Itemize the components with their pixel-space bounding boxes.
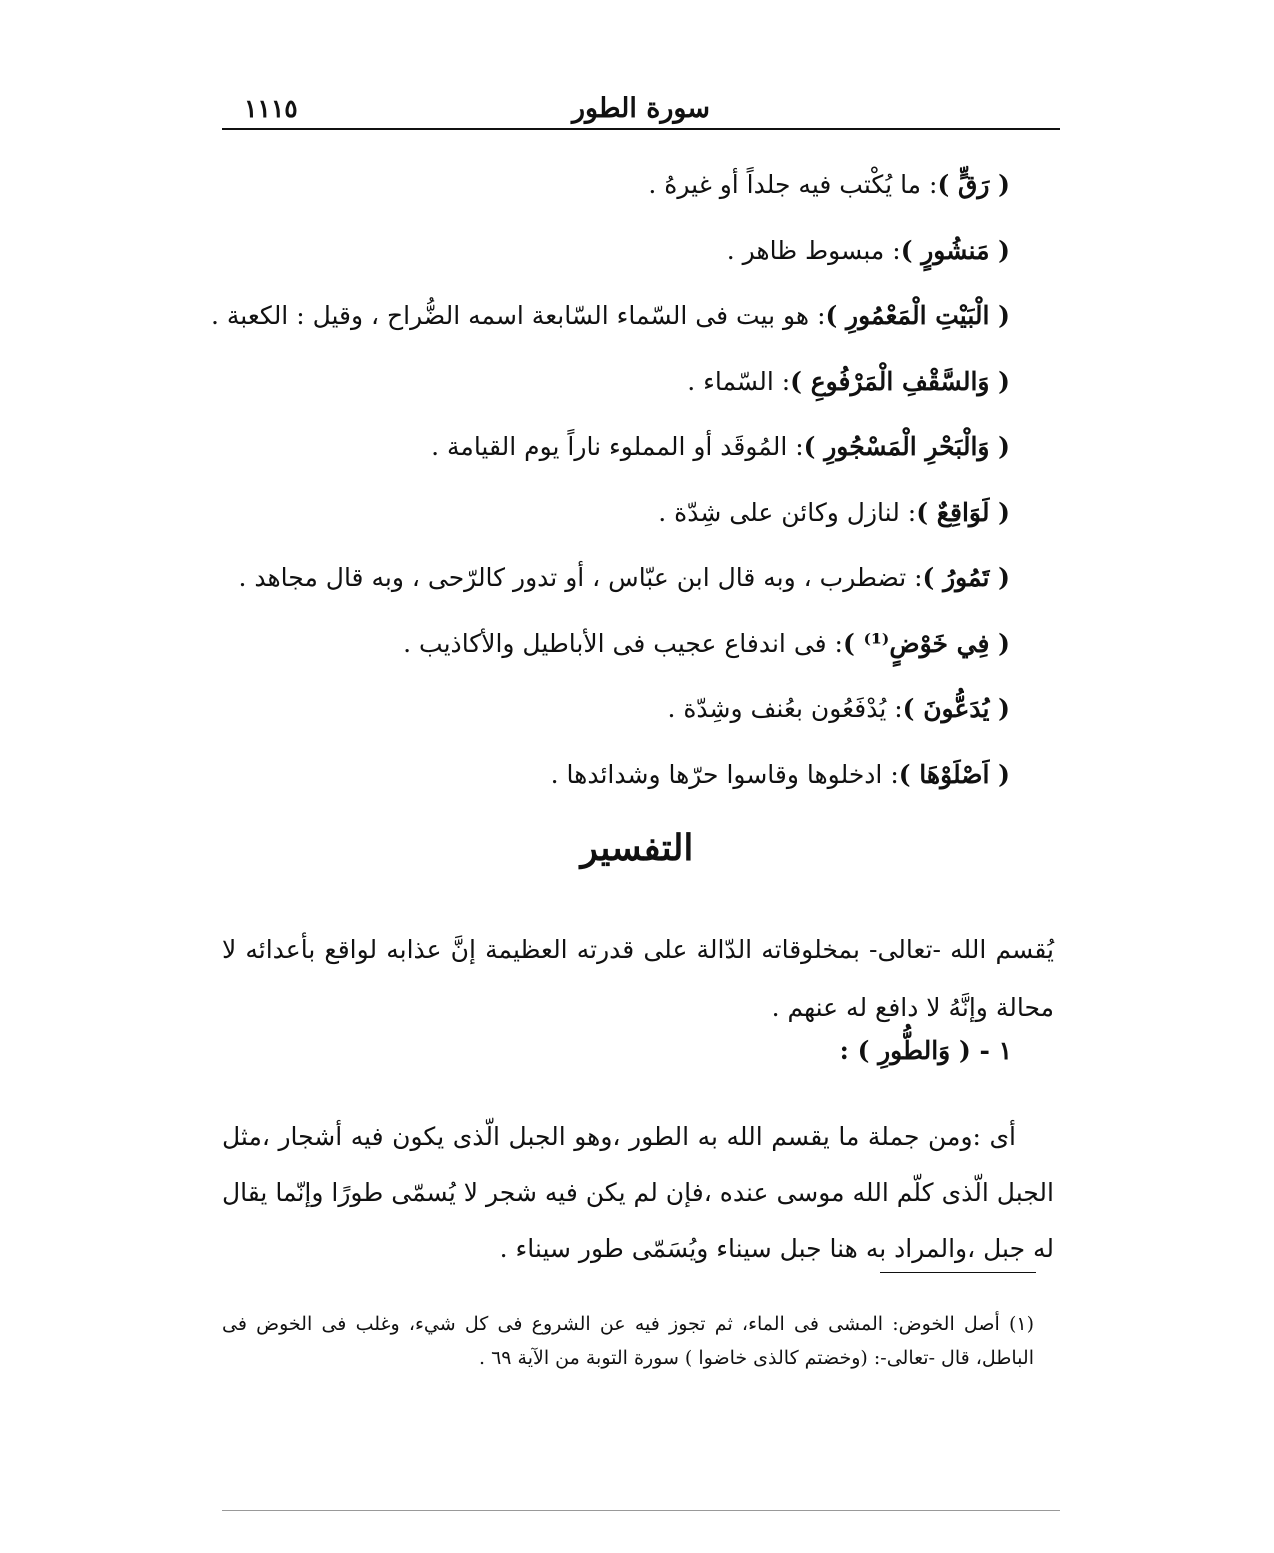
verse-label: ١ - ( وَالطُّورِ ) : [839, 1036, 1012, 1065]
glossary-entry [260, 684, 1010, 750]
glossary-term: ( تَمُورُ ) [922, 563, 1010, 592]
glossary-definition: : المُوقَد أو المملوء ناراً يوم القيامة . [431, 432, 804, 461]
intro-paragraph: يُقسم الله -تعالى- بمخلوقاته الدّالة على قدرته العظيمة إنَّ عذابه لواقع بأعدائه لا محالة وإنَّهُ لا دافع له عنهم . [222, 935, 1054, 1022]
glossary-term: ( يُدَعُّونَ ) [902, 694, 1010, 723]
glossary-term: ( اَصْلَوْهَا ) [898, 759, 1010, 789]
glossary-definition: : ما يُكْتب فيه جلداً أو غيرهُ . [648, 170, 938, 199]
glossary-term: ( مَنشُورٍ ) [900, 235, 1010, 265]
glossary-list [210, 160, 1010, 815]
glossary-entry [260, 160, 1010, 226]
section-heading: التفسير [580, 827, 694, 869]
header-rule [222, 128, 1060, 130]
glossary-term: ( الْبَيْتِ الْمَعْمُورِ ) [825, 301, 1010, 330]
page-number: ١١١٥ [244, 94, 298, 123]
running-title: سورة الطور [571, 93, 711, 124]
glossary-term: ( وَالْبَحْرِ الْمَسْجُورِ ) [803, 432, 1010, 461]
glossary-definition: : تضطرب ، وبه قال ابن عبّاس ، أو تدور كالرّحى ، وبه قال مجاهد . [238, 563, 923, 592]
footnote-rule [880, 1272, 1036, 1273]
glossary-entry [260, 226, 1010, 292]
glossary-term: ( فِي خَوْضٍ⁽¹⁾ ) [842, 628, 1010, 658]
footnote: (١) أصل الخوض: المشى فى الماء، ثم تجوز فيه عن الشروع فى كل شيء، وغلب فى الخوض فى الباطل، قال -تعالى-: (وخضتم كالذى خاضوا ) سورة التوبة من الآية ٦٩ . [222, 1313, 1034, 1369]
glossary-definition: : السّماء . [687, 366, 791, 396]
glossary-term: ( وَالسَّقْفِ الْمَرْفُوعِ ) [790, 366, 1010, 396]
glossary-definition: : فى اندفاع عجيب فى الأباطيل والأكاذيب . [403, 628, 843, 658]
glossary-definition: : يُدْفَعُون بعُنف وشِدّة . [667, 694, 903, 723]
glossary-entry [238, 553, 1010, 619]
glossary-definition: : هو بيت فى السّماء السّابعة اسمه الضُّراح ، وقيل : الكعبة . [210, 301, 826, 330]
glossary-entry [260, 619, 1010, 685]
glossary-definition: : ادخلوها وقاسوا حرّها وشدائدها . [550, 759, 899, 789]
glossary-term: ( رَقٍّ ) [937, 170, 1010, 199]
page-header [222, 92, 1060, 126]
glossary-term: ( لَوَاقِعٌ ) [916, 497, 1010, 527]
verse-paragraph: أى :ومن جملة ما يقسم الله به الطور ،وهو الجبل الّذى يكون فيه أشجار ،مثل الجبل الّذى كلّم الله موسى عنده ،فإن لم يكن فيه شجر لا يُسمّى طورًا وإنّما يقال له جبل ،والمراد به هنا جبل سيناء ويُسَمّى طور سيناء . [222, 1122, 1054, 1263]
bottom-rule [222, 1510, 1060, 1511]
glossary-entry [260, 488, 1010, 554]
glossary-entry [210, 291, 1010, 357]
glossary-definition: : لنازل وكائن على شِدّة . [658, 497, 917, 527]
glossary-entry [260, 750, 1010, 816]
glossary-entry [260, 357, 1010, 423]
glossary-definition: : مبسوط ظاهر . [726, 235, 901, 265]
glossary-entry [260, 422, 1010, 488]
